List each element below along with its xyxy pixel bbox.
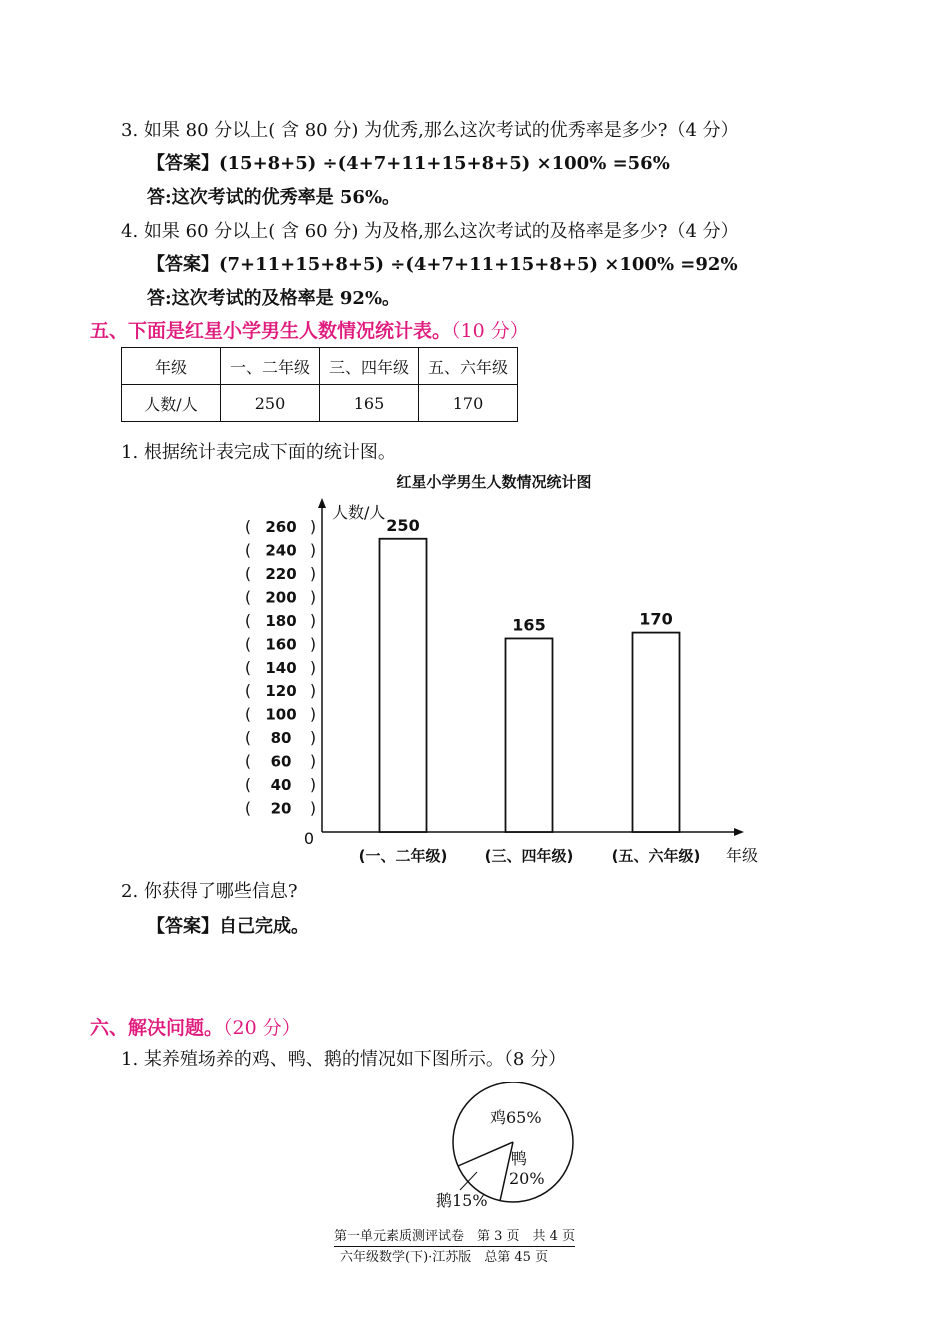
chart-tick-paren-close: ) [309, 517, 317, 537]
section-6-title: 六、解决问题。 [90, 1017, 224, 1039]
chart-y-axis-arrow [318, 498, 326, 508]
chart-y-tick-label: 80 [270, 729, 292, 748]
chart-tick-paren-open: ( [244, 728, 252, 748]
chart-category-label: (一、二年级) [358, 847, 448, 865]
chart-y-tick-label: 40 [270, 776, 292, 795]
chart-y-tick-label: 260 [265, 518, 297, 537]
chart-y-tick-label: 60 [270, 752, 292, 771]
chart-y-axis-label: 人数/人 [332, 503, 386, 522]
chart-tick-paren-close: ) [309, 728, 317, 748]
chart-y-tick-label: 160 [265, 635, 297, 654]
section-5-heading [90, 316, 529, 343]
chart-origin-label: 0 [303, 829, 315, 848]
chart-tick-paren-open: ( [244, 563, 252, 583]
chart-tick-paren-close: ) [309, 540, 317, 560]
chart-bar [380, 539, 427, 832]
pie-chart [420, 1082, 620, 1217]
table-header-cell: 一、二年级 [221, 348, 320, 385]
chart-title: 红星小学男生人数情况统计图 [396, 473, 592, 491]
table-header-cell: 年级 [122, 348, 221, 385]
footer-line-2: 六年级数学(下)·江苏版 总第 45 页 [340, 1250, 549, 1265]
chart-y-tick-label: 200 [265, 588, 297, 607]
question-3: 3. 如果 80 分以上( 含 80 分) 为优秀,那么这次考试的优秀率是多少?（4 分） [121, 120, 739, 141]
section-6-score: （20 分） [223, 1017, 301, 1039]
pie-label-chicken: 鸡65% [490, 1108, 542, 1127]
question-4: 4. 如果 60 分以上( 含 60 分) 为及格,那么这次考试的及格率是多少?（4 分） [121, 221, 739, 242]
table-row [122, 348, 518, 385]
chart-tick-paren-close: ) [309, 798, 317, 818]
section-5-question-2: 2. 你获得了哪些信息? [121, 881, 298, 902]
chart-y-tick-label: 180 [265, 611, 297, 630]
chart-y-tick-label: 240 [265, 541, 297, 560]
chart-y-tick-label: 20 [270, 799, 292, 818]
chart-y-tick-label: 120 [265, 682, 297, 701]
pie-label-duck-name: 鸭 [511, 1149, 528, 1168]
chart-tick-paren-open: ( [244, 681, 252, 701]
question-3-answer-formula: 【答案】(15+8+5) ÷(4+7+11+15+8+5) ×100% =56% [147, 153, 670, 174]
chart-tick-paren-close: ) [309, 751, 317, 771]
chart-category-label: (五、六年级) [611, 847, 701, 865]
chart-tick-paren-close: ) [309, 587, 317, 607]
chart-tick-paren-open: ( [244, 634, 252, 654]
question-4-answer-conclusion: 答:这次考试的及格率是 92%。 [147, 288, 401, 309]
chart-y-tick-label: 100 [265, 705, 297, 724]
chart-data-label: 170 [639, 609, 673, 629]
pie-label-duck-percent: 20% [509, 1169, 545, 1188]
footer-line-1: 第一单元素质测评试卷 第 3 页 共 4 页 [334, 1225, 575, 1247]
chart-tick-paren-open: ( [244, 775, 252, 795]
chart-tick-paren-open: ( [244, 517, 252, 537]
chart-tick-paren-close: ) [309, 657, 317, 677]
chart-tick-paren-close: ) [309, 681, 317, 701]
chart-data-label: 165 [512, 615, 546, 635]
table-row [122, 385, 518, 422]
stats-table [121, 347, 518, 422]
chart-tick-paren-close: ) [309, 775, 317, 795]
table-cell: 250 [221, 385, 320, 422]
table-cell: 165 [320, 385, 419, 422]
section-6-question-1: 1. 某养殖场养的鸡、鸭、鹅的情况如下图所示。（8 分） [121, 1049, 567, 1070]
chart-tick-paren-close: ) [309, 704, 317, 724]
chart-tick-paren-open: ( [244, 751, 252, 771]
chart-bar [506, 638, 553, 832]
table-cell: 170 [419, 385, 518, 422]
pie-label-goose: 鹅15% [436, 1191, 488, 1210]
chart-tick-paren-open: ( [244, 704, 252, 724]
chart-y-tick-label: 220 [265, 564, 297, 583]
question-4-answer-formula: 【答案】(7+11+15+8+5) ÷(4+7+11+15+8+5) ×100% =92% [147, 254, 738, 275]
question-3-answer-conclusion: 答:这次考试的优秀率是 56%。 [147, 187, 401, 208]
chart-tick-paren-open: ( [244, 657, 252, 677]
section-5-question-2-answer: 【答案】自己完成。 [147, 916, 309, 937]
table-header-cell: 五、六年级 [419, 348, 518, 385]
chart-tick-paren-close: ) [309, 610, 317, 630]
bar-chart [0, 470, 950, 870]
pie-divider [458, 1142, 513, 1166]
chart-tick-paren-close: ) [309, 634, 317, 654]
section-5-score: （10 分） [451, 320, 529, 342]
chart-tick-paren-open: ( [244, 798, 252, 818]
chart-x-axis-label: 年级 [726, 846, 759, 865]
chart-y-tick-label: 140 [265, 658, 297, 677]
table-header-cell: 三、四年级 [320, 348, 419, 385]
chart-tick-paren-open: ( [244, 540, 252, 560]
chart-tick-paren-close: ) [309, 563, 317, 583]
chart-data-label: 250 [386, 515, 420, 535]
chart-tick-paren-open: ( [244, 610, 252, 630]
chart-category-label: (三、四年级) [484, 847, 574, 865]
chart-bar [633, 633, 680, 832]
table-cell: 人数/人 [122, 385, 221, 422]
chart-x-axis-arrow [734, 828, 744, 836]
chart-tick-paren-open: ( [244, 587, 252, 607]
section-6-heading [90, 1013, 301, 1040]
section-5-question-1: 1. 根据统计表完成下面的统计图。 [121, 442, 396, 463]
section-5-title: 五、下面是红星小学男生人数情况统计表。 [90, 320, 452, 342]
